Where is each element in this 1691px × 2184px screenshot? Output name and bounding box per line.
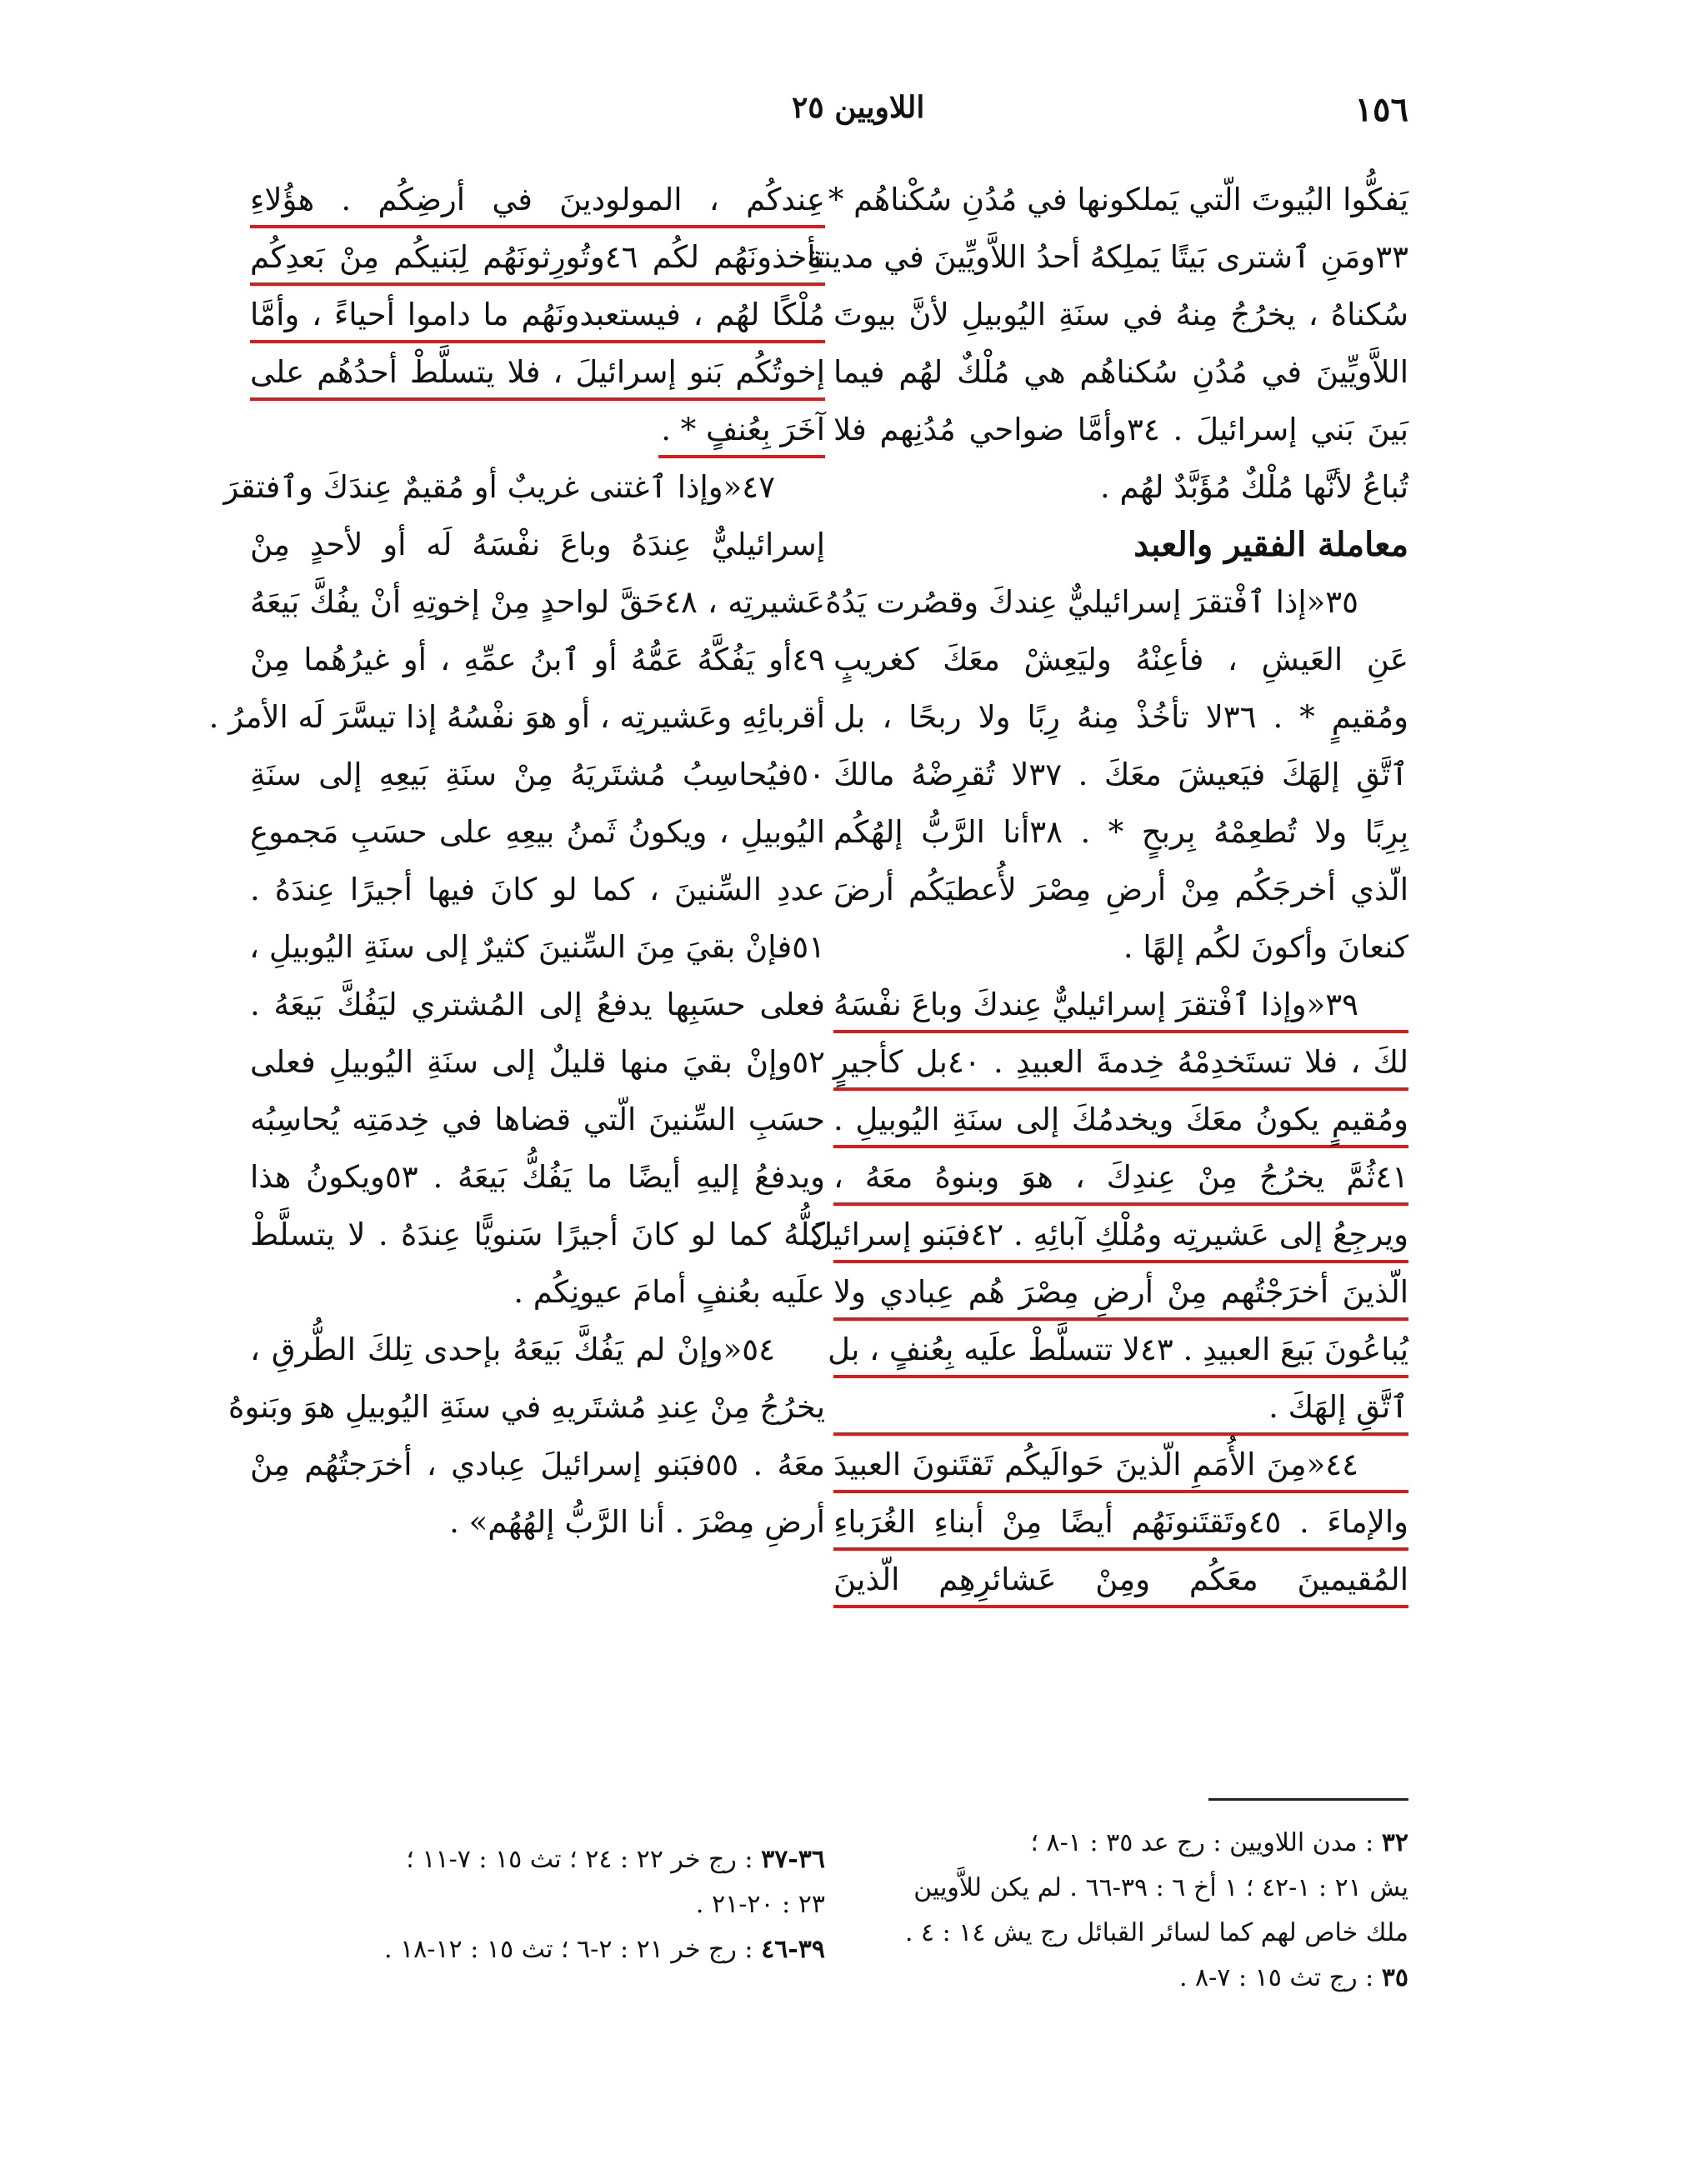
right-column: [806, 171, 1409, 1608]
text-line: معَهُ . ٥٥فبَنو إسرائيلَ عِبادي ، أخرَجتُهُم مِنْ: [250, 1447, 825, 1482]
footnote-line: [250, 1837, 825, 1882]
text-line: علَيه بعُنفٍ أمامَ عيونِكُم .: [513, 1274, 825, 1310]
footnote-ref: ٣٢: [1381, 1828, 1408, 1857]
text-line: ويدفعُ إليهِ أيضًا ما يَفُكُّ بَيعَهُ . ٥٣ويكونُ هذا: [250, 1159, 826, 1195]
text-line: ٥٤«وإنْ لم يَفُكَّ بَيعَهُ بإحدى تِلكَ الطُّرقِ ،: [250, 1332, 775, 1367]
text-line: عَنِ العَيشِ ، فأعِنْهُ وليَعِشْ معَكَ كغريبٍ: [833, 642, 1408, 677]
footnote-text: ملك خاص لهم كما لسائر القبائل رج يش ١٤ : ٤ .: [904, 1918, 1408, 1947]
text-line: ٤٧«وإذا ٱغتنى غريبٌ أو مُقيمٌ عِندَكَ وٱفتقرَ: [223, 469, 775, 505]
text-line: ومُقيمٍ * . ٣٦لا تأخُذْ مِنهُ رِبًا ولا ربحًا ، بل: [833, 699, 1408, 735]
text-line: الّذي أخرجَكُم مِنْ أرضِ مِصْرَ لأُعطيَكُم أرضَ: [833, 872, 1408, 907]
text-line: ٥٢وإنْ بقيَ منها قليلٌ إلى سنَةِ اليُوبيلِ فعلى: [250, 1044, 825, 1080]
text-line: عددِ السِّنينَ ، كما لو كانَ فيها أجيرًا عِندَهُ .: [250, 872, 825, 907]
text-line: يخرُجُ مِنْ عِندِ مُشتَريهِ في سنَةِ اليُوبيلِ هوَ وبَنوهُ: [228, 1389, 825, 1425]
text-line: ٤٩أو يَفُكَّهُ عَمُّهُ أو ٱبنُ عمِّهِ ، أو غيرُهُما مِنْ: [250, 642, 825, 677]
footnotes-left: [250, 1837, 825, 1972]
text-line: كنعانَ وأكونَ لكُم إلهًا .: [1123, 929, 1408, 965]
text-line-underlined: لكَ ، فلا تستَخدِمْهُ خِدمةَ العبيدِ . ٤٠بل كأجيرٍ: [833, 1033, 1408, 1091]
text-line-underlined: المُقيمينَ معَكُم ومِنْ عَشائرِهِم الّذينَ: [833, 1551, 1408, 1608]
text-line: ٣٣ومَنِ ٱشترى بَيتًا يَملِكهُ أحدُ اللاَّويِّينَ في مدينةِ: [806, 239, 1408, 275]
footnote-text: : رج تث ١٥ : ٧-٨ .: [1178, 1963, 1374, 1992]
footnote-text: : رج خر ٢١ : ٢-٦ ؛ تث ١٥ : ١٢-١٨ .: [383, 1935, 753, 1964]
section-heading: معاملة الفقير والعبد: [1133, 525, 1408, 564]
text-line-underlined: يُباعُونَ بَيعَ العبيدِ . ٤٣لا تتسلَّطْ علَيه بِعُنفٍ ، بل: [833, 1321, 1408, 1378]
footnote-line: [250, 1927, 825, 1972]
text-line-underlined: ٱتَّقِ إلهَكَ .: [833, 1378, 1408, 1436]
footnote-text: ٢٣ : ٢٠-٢١ .: [695, 1890, 825, 1919]
text-line: اليُوبيلِ ، ويكونُ ثَمنُ بيعِهِ على حسَبِ مَجموعِ: [250, 814, 825, 850]
text-line: حسَبِ السِّنينَ الّتي قضاها في خِدمَتِه يُحاسِبُه: [250, 1102, 825, 1137]
text-line-underlined: ومُقيمٍ يكونُ معَكَ ويخدمُكَ إلى سنَةِ اليُوبيلِ .: [833, 1091, 1408, 1148]
footnotes-right: [833, 1821, 1408, 2001]
text-line: سُكناهُ ، يخرُجُ مِنهُ في سنَةِ اليُوبيلِ لأنَّ بيوتَ: [833, 297, 1408, 332]
page-header: [250, 90, 1408, 132]
text-line: ٣٥«إذا ٱفْتقرَ إسرائيليٌّ عِندكَ وقصُرت يَدُهُ: [825, 584, 1358, 620]
text-line-underlined: والإماءَ . ٤٥وتَقتَنونَهُم أيضًا مِنْ أبناءِ الغُرَباءِ: [833, 1493, 1408, 1551]
left-column: [208, 171, 826, 1551]
text-line: عَشيرتِه ، ٤٨حَقَّ لواحدٍ مِنْ إخوتِهِ أنْ يفُكَّ بَيعَهُ: [250, 584, 825, 620]
footnote-text: : رج خر ٢٢ : ٢٤ ؛ تث ١٥ : ٧-١١ ؛: [406, 1845, 753, 1874]
running-title: اللاويين ٢٥: [792, 90, 925, 125]
text-line-underlined: عِندكُم ، المولودينَ في أرضِكُم . هؤُلاءِ: [250, 171, 825, 228]
text-line: أرضِ مِصْرَ . أنا الرَّبُّ إلهُهُم» .: [449, 1504, 825, 1540]
text-line-underlined: إخوتُكُم بَنو إسرائيلَ ، فلا يتسلَّطْ أحدُهُم على: [250, 343, 825, 401]
footnote-line: [833, 1911, 1408, 1956]
text-line: اللاَّويِّينَ في مُدُنِ سُكناهُم هي مُلْكٌ لهُم فيما: [833, 354, 1408, 390]
footnote-text: : مدن اللاويين : رج عد ٣٥ : ١-٨ ؛: [1030, 1828, 1374, 1857]
footnote-line: [833, 1956, 1408, 2001]
text-line: تُباعُ لأنَّها مُلْكٌ مُؤَبَّدٌ لهُم .: [1100, 469, 1408, 505]
footnote-ref: ٣٦-٣٧: [761, 1845, 825, 1874]
text-line: أقربائِهِ وعَشيرتِه ، أو هوَ نفْسُهُ إذا تيسَّرَ لَه الأمرُ .: [208, 699, 825, 735]
text-line: ٥٠فيُحاسِبُ مُشتَريَهُ مِنْ سنَةِ بَيعِهِ إلى سنَةِ: [250, 757, 825, 792]
text-line-underlined: الّذينَ أخرَجْتُهم مِنْ أرضِ مِصْرَ هُم عِبادي ولا: [833, 1263, 1408, 1321]
footnote-ref: ٣٩-٤٦: [761, 1935, 825, 1964]
text-line: ٥١فإنْ بقيَ مِنَ السِّنينَ كثيرٌ إلى سنَةِ اليُوبيلِ ،: [249, 929, 825, 965]
footnote-line: [833, 1866, 1408, 1911]
text-line: كلُّهُ كما لو كانَ أجيرًا سَنويًّا عِندَهُ . لا يتسلَّطْ: [250, 1217, 825, 1252]
text-line-underlined: ٤١ثُمَّ يخرُجُ مِنْ عِندِكَ ، هوَ وبنوهُ معَهُ ،: [833, 1148, 1408, 1206]
page-number: ١٥٦: [1354, 90, 1408, 129]
text-line: بِرِبًا ولا تُطعِمْهُ بِربحٍ * . ٣٨أنا الرَّبُّ إلهُكُم: [833, 814, 1408, 850]
footnote-line: [250, 1882, 825, 1927]
text-line-underlined: ٤٤«مِنَ الأُمَمِ الّذينَ حَوالَيكُم تَقتَنونَ العبيدَ: [833, 1436, 1408, 1493]
text-line-underlined: مُلْكًا لهُم ، فيستعبدونَهُم ما داموا أحياءً ، وأمَّا: [250, 286, 825, 343]
footnote-ref: ٣٥: [1381, 1963, 1408, 1992]
text-line-underlined: ويرجِعُ إلى عَشيرتِه ومُلْكِ آبائِهِ . ٤٢فبَنو إسرائيلَ: [833, 1206, 1408, 1263]
text-line: ٱتَّقِ إلهَكَ فيَعيشَ معَكَ . ٣٧لا تُقرِضْهُ مالكَ: [833, 757, 1408, 792]
text-line: بَينَ بَني إسرائيلَ . ٣٤وأمَّا ضواحي مُدُنِهم فلا: [833, 412, 1409, 447]
footnote-divider: [1208, 1798, 1408, 1801]
text-line-underlined: تأخذونَهُم لكُم ٤٦وتُورِثونَهُم لِبَنيكُم مِنْ بَعدِكُم: [250, 228, 825, 286]
text-line: يَفكُّوا البُيوتَ الّتي يَملكونها في مُدُنِ سُكْناهُم * .: [808, 182, 1408, 217]
text-line: إسرائيليٌّ عِندَهُ وباعَ نفْسَهُ لَه أو لأحدٍ مِنْ: [250, 527, 825, 562]
text-line-underlined: آخَرَ بِعُنفٍ * .: [658, 401, 825, 458]
footnote-line: [833, 1821, 1408, 1866]
footnote-text: يش ٢١ : ١-٤٢ ؛ ١ أخ ٦ : ٣٩-٦٦ . لم يكن للاَّويين: [913, 1873, 1408, 1902]
text-line: فعلى حسَبِها يدفعُ إلى المُشتري ليَفُكَّ بَيعَهُ .: [250, 987, 825, 1022]
text-line-underlined: ٣٩«وإذا ٱفْتقرَ إسرائيليٌّ عِندكَ وباعَ نفْسَهُ: [833, 976, 1408, 1033]
